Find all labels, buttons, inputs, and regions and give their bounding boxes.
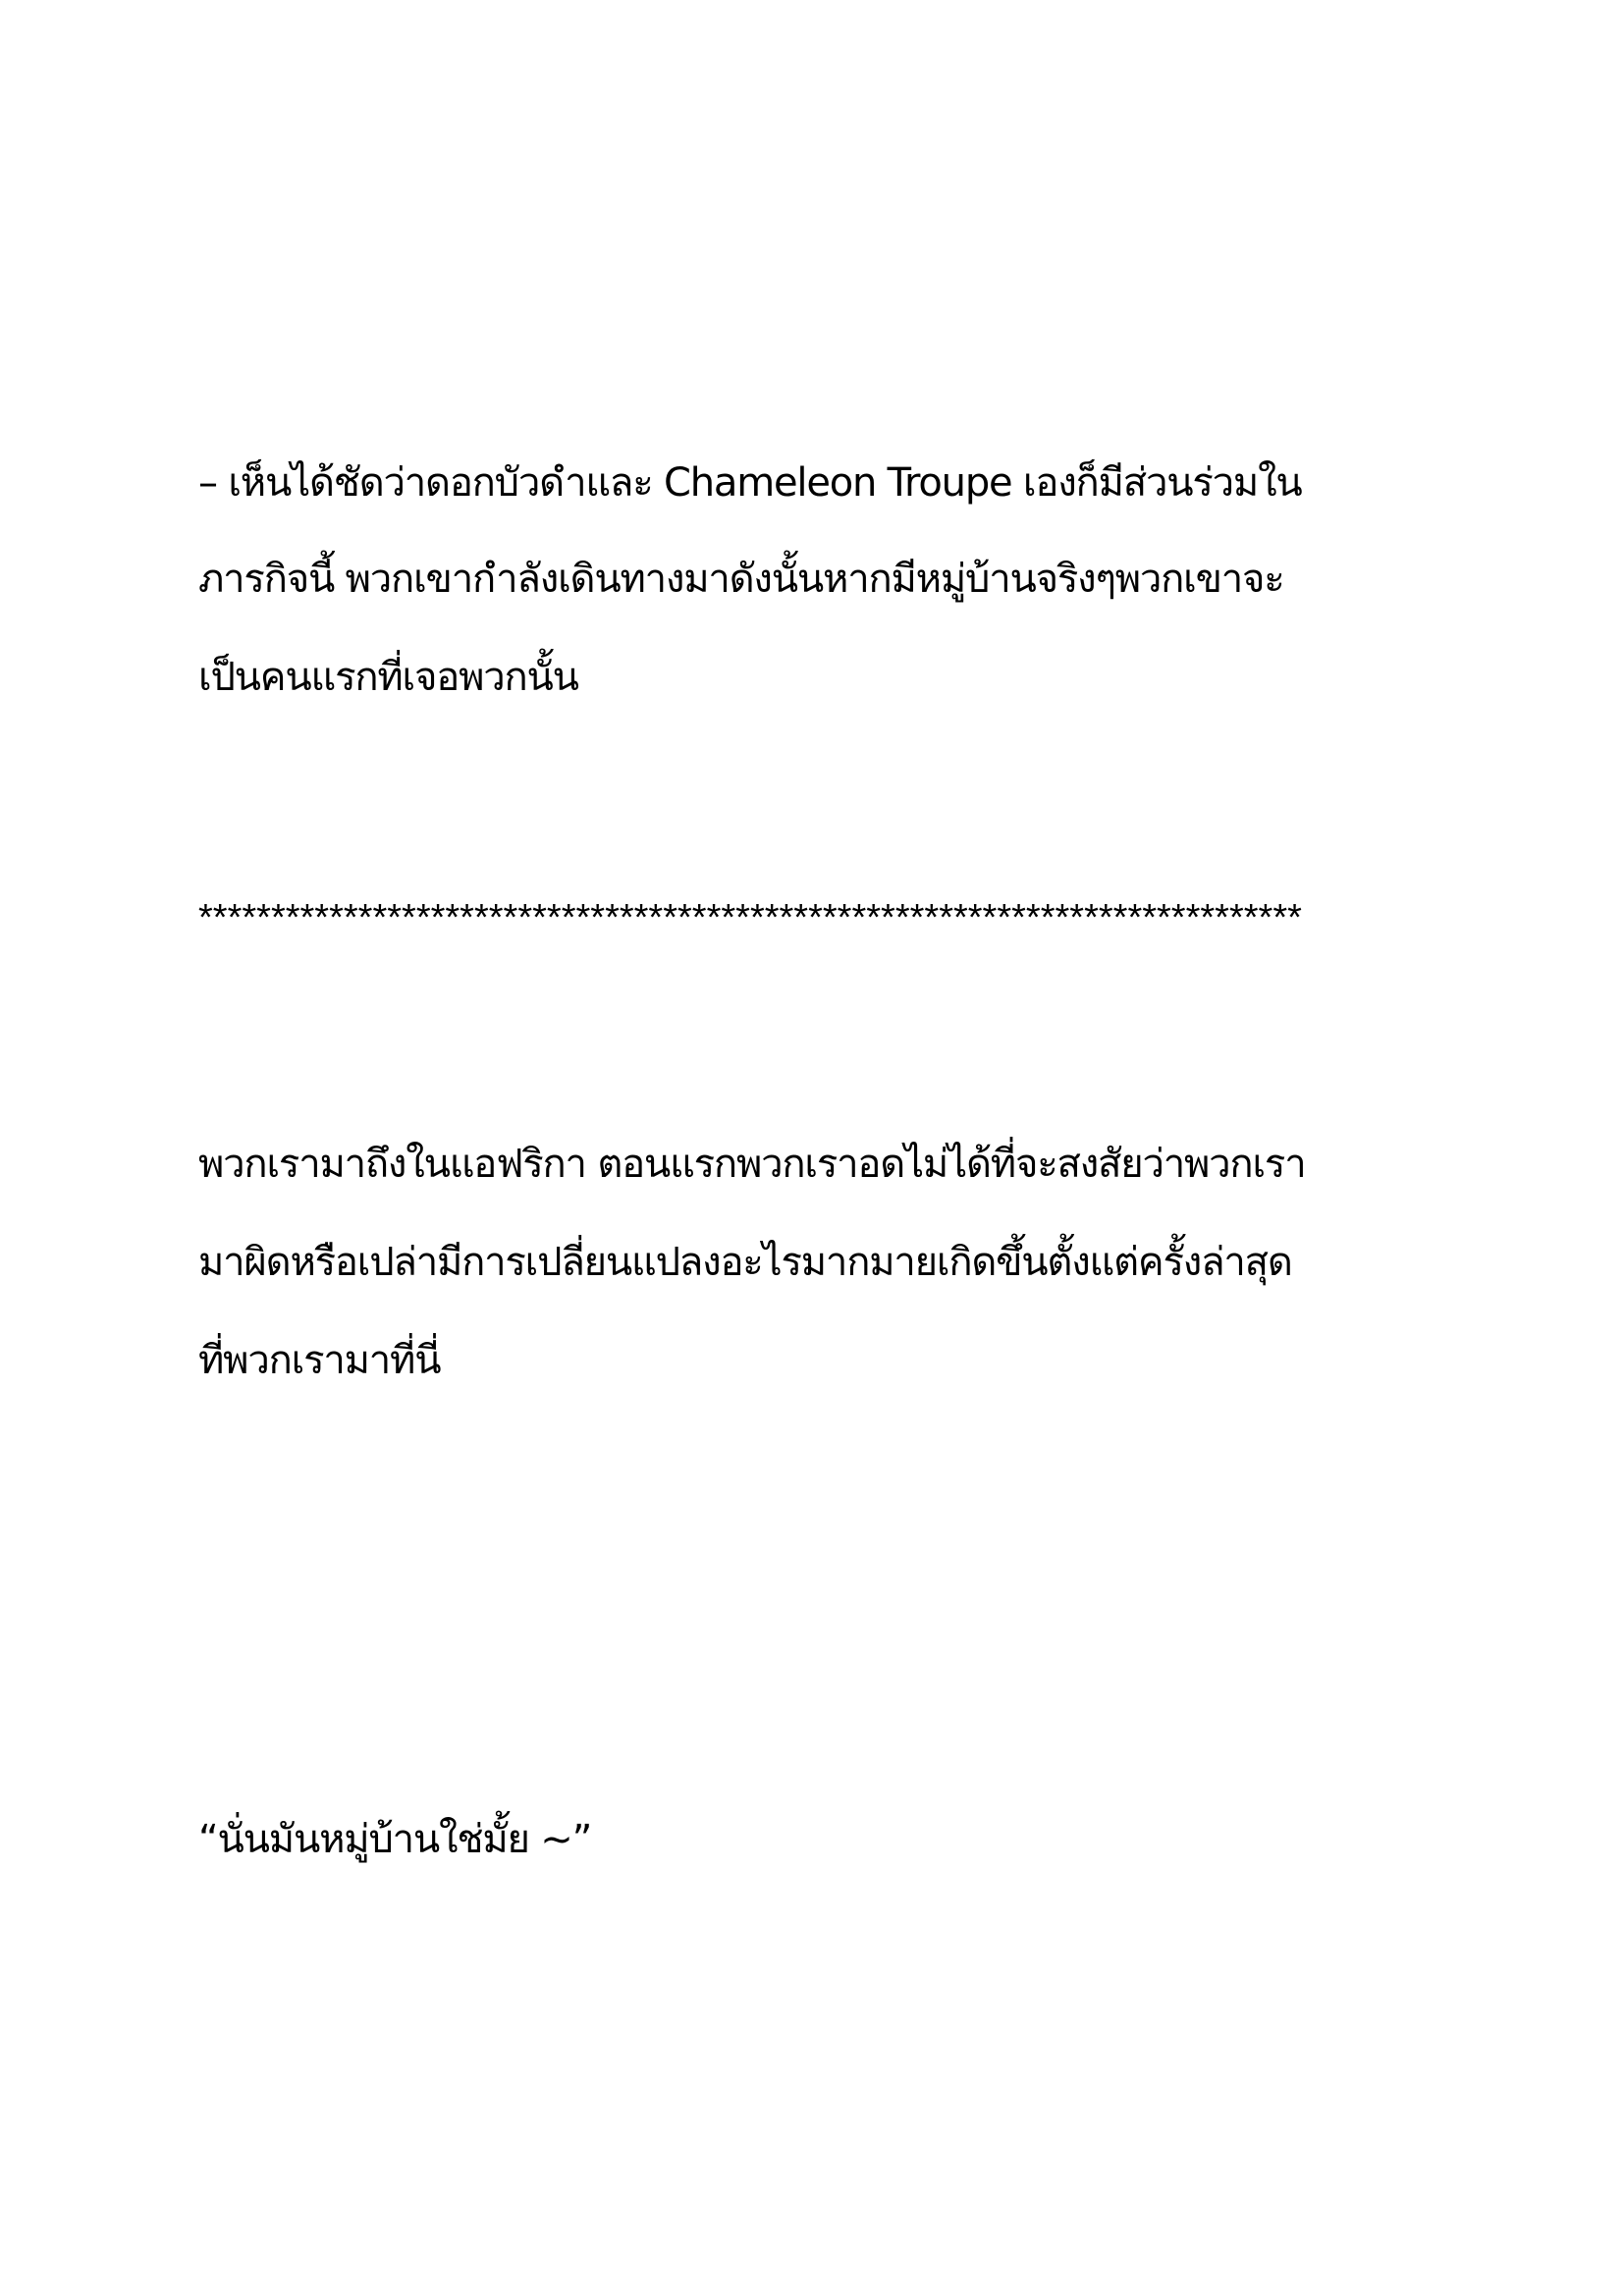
paragraph-2-line-2: มาผิดหรือเปล่ามีการเปลี่ยนแปลงอะไรมากมายเกิดขึ้นตั้งแต่ครั้งล่าสุด [198, 1240, 1292, 1285]
paragraph-1-line-3: เป็นคนแรกที่เจอพวกนั้น [198, 655, 578, 700]
dialogue-line: “นั่นมันหมู่บ้านใช่มั้ย ~” [198, 1817, 592, 1862]
paragraph-1-line-1: – เห็นได้ชัดว่าดอกบัวดำและ Chameleon Troupe เองก็มีส่วนร่วมใน [198, 460, 1302, 506]
paragraph-1-line-2: ภารกิจนี้ พวกเขากำลังเดินทางมาดังนั้นหากมีหมู่บ้านจริงๆพวกเขาจะ [198, 557, 1284, 602]
section-separator: **************************************************************************** [198, 897, 1302, 938]
paragraph-2-line-1: พวกเรามาถึงในแอฟริกา ตอนแรกพวกเราอดไม่ได้ที่จะสงสัยว่าพวกเรา [198, 1142, 1306, 1187]
paragraph-2-line-3: ที่พวกเรามาที่นี่ [198, 1338, 441, 1383]
